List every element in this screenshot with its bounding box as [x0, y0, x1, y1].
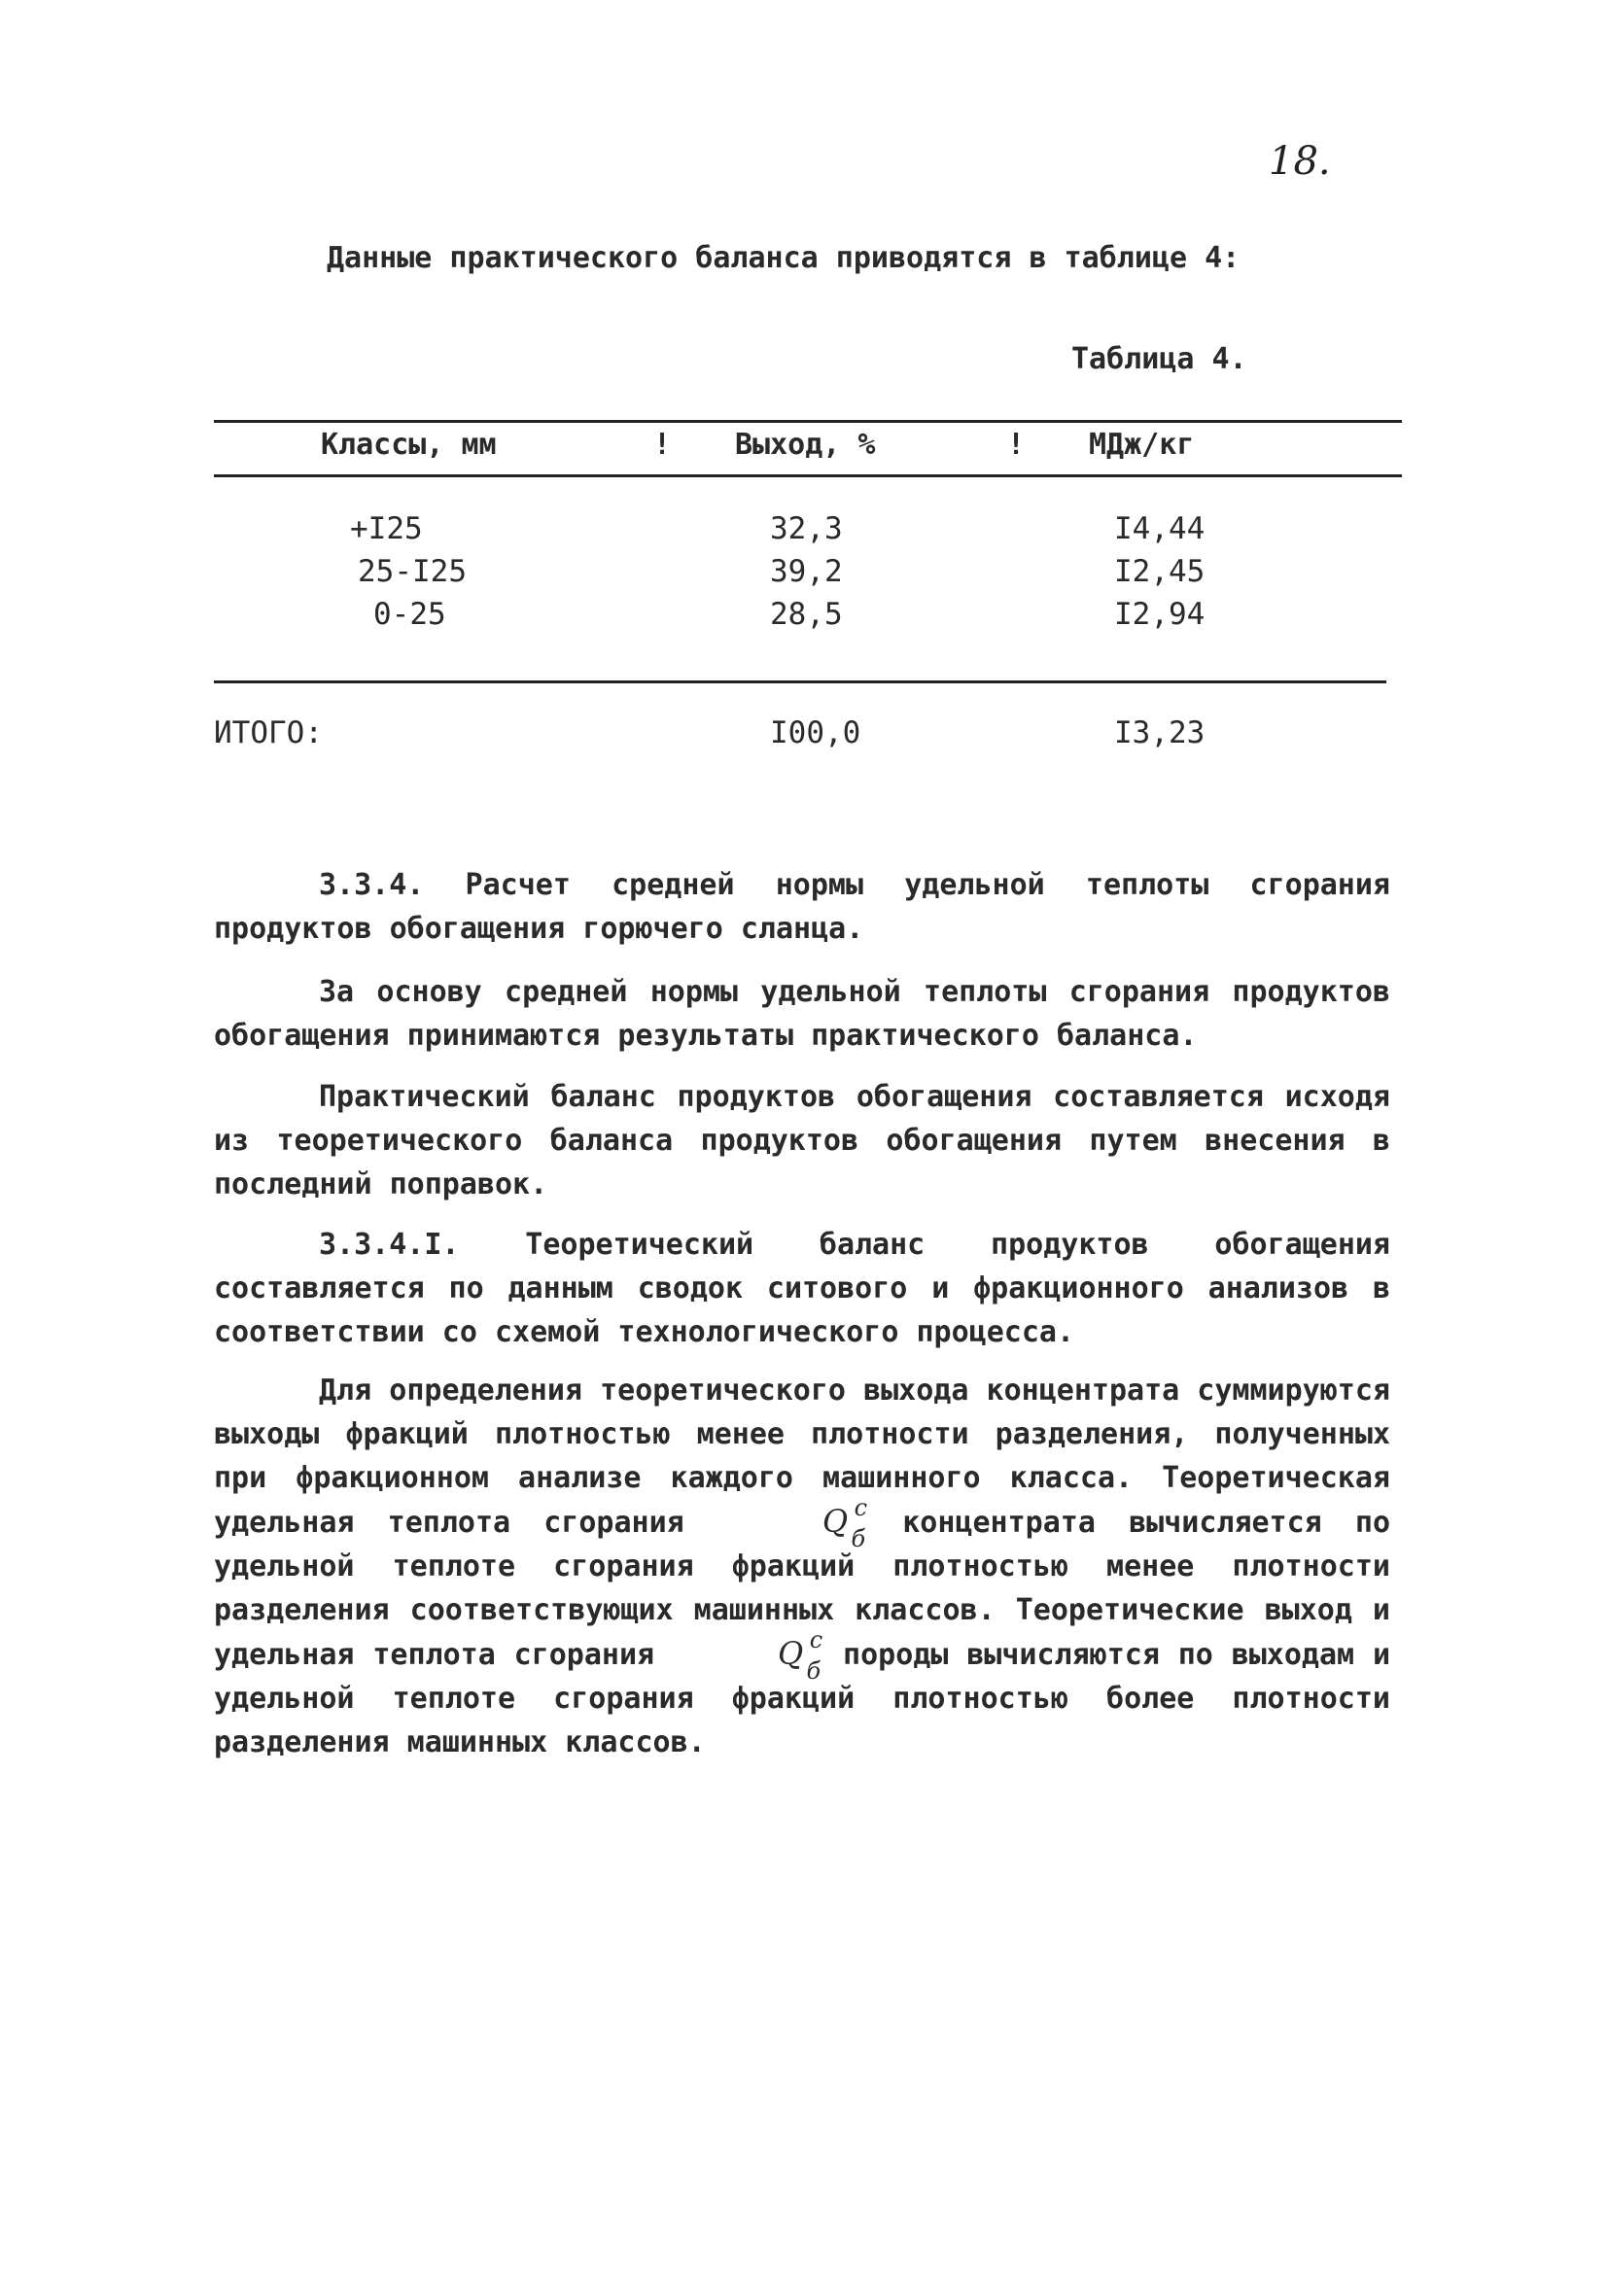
- header-separator: !: [653, 428, 672, 462]
- paragraph-basis: [214, 970, 1390, 1058]
- table-caption: Таблица 4.: [1071, 342, 1247, 376]
- paragraph-text-part: Для определения теоретического выхода концентрата суммируются выходы фракций плотностью менее плотности разделения, полученных при фракционном анализе каждого машинного класса. Теоретическая удельная теплота сгорания: [214, 1374, 1390, 1540]
- table-cell-heat: I4,44: [1114, 511, 1206, 546]
- paragraph-practical-balance: [214, 1075, 1390, 1206]
- table-top-rule: [214, 420, 1402, 423]
- intro-sentence: Данные практического баланса приводятся в таблице 4:: [327, 241, 1241, 275]
- page-number: 18.: [1269, 139, 1331, 184]
- table-cell-yield: 39,2: [770, 554, 843, 589]
- formula-subscript: б: [806, 1657, 821, 1685]
- formula-superscript: c: [809, 1626, 823, 1653]
- table-cell-class: 0-25: [373, 597, 446, 632]
- paragraph-text-part: породы вычисляются по выходам и удельной теплоте сгорания фракций плотностью более плотности разделения машинных классов.: [214, 1638, 1391, 1759]
- header-yield: Выход, %: [735, 428, 876, 462]
- table-total-rule: [214, 680, 1386, 683]
- header-classes: Классы, мм: [321, 428, 497, 462]
- table-cell-yield: 32,3: [770, 511, 843, 546]
- table-cell-yield: 28,5: [770, 597, 843, 632]
- total-label: ИТОГО:: [214, 715, 323, 750]
- section-heading-3-3-4-1: [214, 1223, 1390, 1354]
- paragraph-text: [214, 1369, 1390, 1764]
- formula-superscript: c: [854, 1494, 868, 1521]
- formula-subscript: б: [851, 1525, 866, 1552]
- paragraph-text: 3.3.4. Расчет средней нормы удельной теплоты сгорания продуктов обогащения горючего сланца.: [214, 868, 1390, 946]
- formula-q-concentrate: [717, 1494, 869, 1552]
- header-unit: МДж/кг: [1089, 428, 1195, 462]
- formula-q-rock: [673, 1626, 824, 1685]
- table-cell-class: +I25: [350, 511, 423, 546]
- section-heading-3-3-4: [214, 863, 1390, 951]
- table-cell-heat: I2,94: [1114, 597, 1206, 632]
- paragraph-text: Практический баланс продуктов обогащения составляется исходя из теоретического баланса продуктов обогащения путем внесения в последний поправок.: [214, 1080, 1390, 1201]
- paragraph-theoretical-yield: [214, 1369, 1390, 1764]
- paragraph-text: За основу средней нормы удельной теплоты сгорания продуктов обогащения принимаются результаты практического баланса.: [214, 975, 1390, 1053]
- total-yield: I00,0: [770, 715, 861, 750]
- total-heat: I3,23: [1114, 715, 1206, 750]
- formula-base: Q: [821, 1503, 849, 1540]
- table-cell-heat: I2,45: [1114, 554, 1206, 589]
- table-cell-class: 25-I25: [358, 554, 467, 589]
- paragraph-text: 3.3.4.I. Теоретический баланс продуктов обогащения составляется по данным сводок ситового и фракционного анализов в соответствии со схемой технологического процесса.: [214, 1228, 1390, 1349]
- formula-base: Q: [777, 1635, 804, 1672]
- table-header-rule: [214, 474, 1402, 477]
- paragraph-text-part: концентрата вычисляется по удельной теплоте сгорания фракций плотностью менее плотности разделения соответствующих машинных классов. Теоретические выход и удельная теплота сгорания: [214, 1506, 1391, 1672]
- header-separator: !: [1007, 428, 1026, 462]
